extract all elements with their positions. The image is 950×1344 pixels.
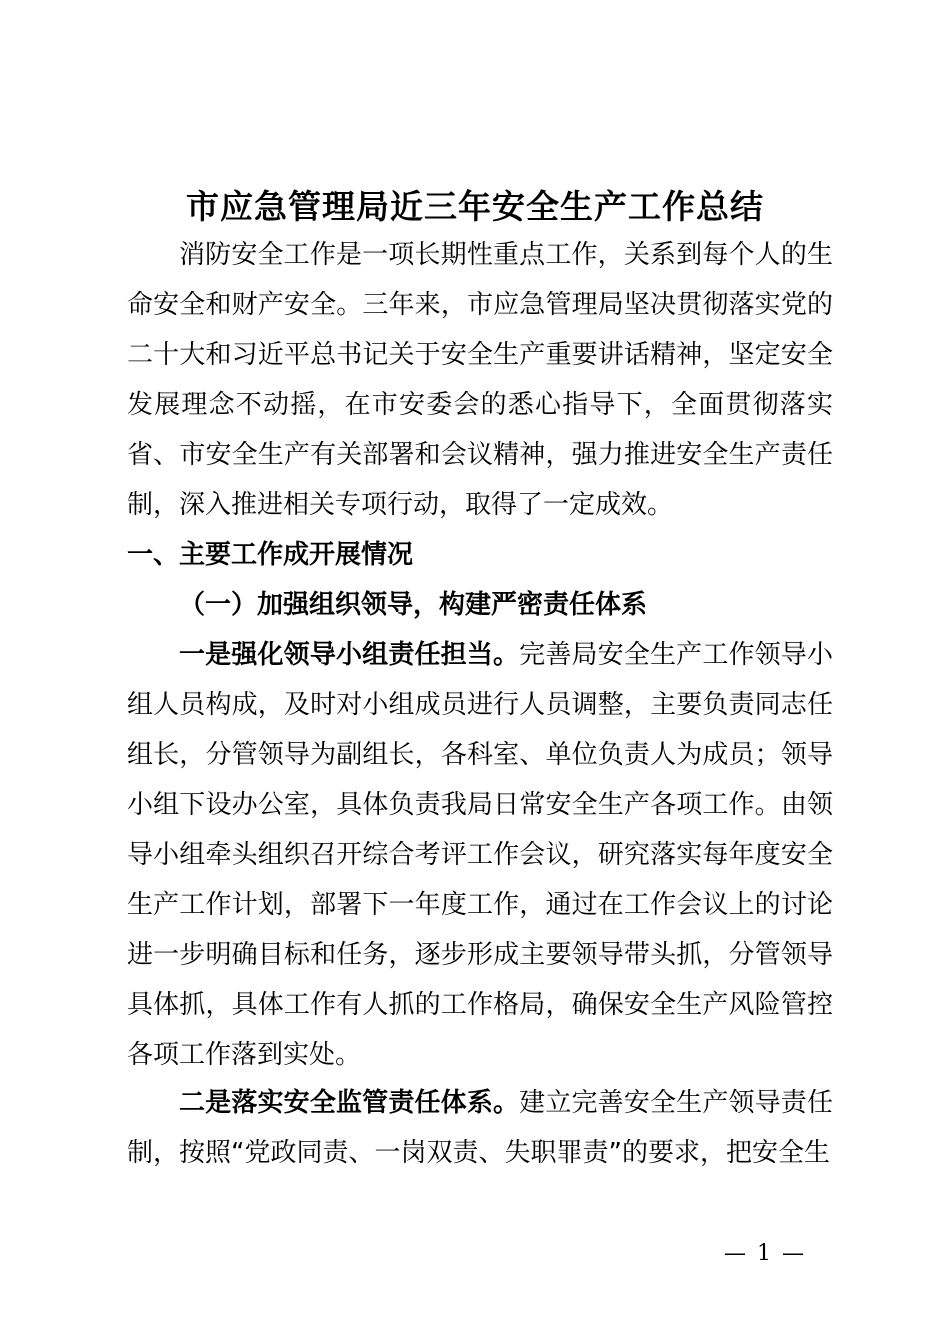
- document-title: 市应急管理局近三年安全生产工作总结: [186, 187, 764, 226]
- section-heading: 一、主要工作成开展情况: [127, 540, 414, 570]
- intro-paragraph: 消防安全工作是一项长期性重点工作，关系到每个人的生命安全和财产安全。三年来，市应急管理局坚决贯彻落实党的二十大和习近平总书记关于安全生产重要讲话精神，坚定安全发展理念不动摇，在市安委会的悉心指导下，全面贯彻落实省、市安全生产有关部署和会议精神，强力推进安全生产责任制，深入推进相关专项行动，取得了一定成效。: [127, 240, 833, 520]
- page-number: — 1 —: [724, 1241, 806, 1266]
- item-2-lead: 二是落实安全监管责任体系。: [179, 1088, 520, 1118]
- item-1-lead: 一是强化领导小组责任担当。: [179, 640, 520, 670]
- item-paragraph-2: [127, 1078, 833, 1178]
- subsection-heading: （一）加强组织领导，构建严密责任体系: [179, 590, 648, 620]
- item-paragraph-1: [127, 630, 833, 1080]
- item-2-text: 建立完善安全生产领导责任制，按照“党政同责、一岗双责、失职罪责”的要求，把安全生: [127, 1088, 833, 1168]
- item-1-text: 完善局安全生产工作领导小组人员构成，及时对小组成员进行人员调整，主要负责同志任组长，分管领导为副组长，各科室、单位负责人为成员；领导小组下设办公室，具体负责我局日常安全生产各项工作。由领导小组牵头组织召开综合考评工作会议，研究落实每年度安全生产工作计划，部署下一年度工作，通过在工作会议上的讨论进一步明确目标和任务，逐步形成主要领导带头抓，分管领导具体抓，具体工作有人抓的工作格局，确保安全生产风险管控各项工作落到实处。: [127, 640, 833, 1070]
